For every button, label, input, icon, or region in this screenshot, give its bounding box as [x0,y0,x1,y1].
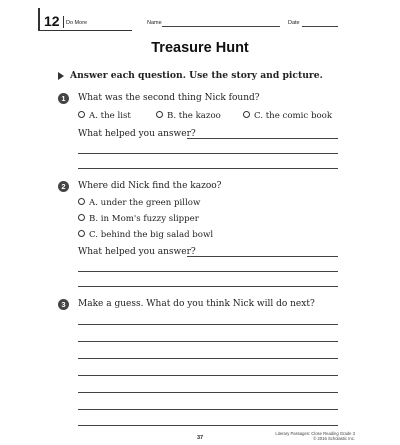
footer-credit [250,431,355,441]
radio-circle-icon[interactable] [78,214,85,221]
helped-answer-label: What helped you answer? [78,247,196,257]
page-title: Treasure Hunt [151,40,249,56]
footer-page-number: 37 [196,435,204,441]
footer-copyright-line: © 2016 Scholastic Inc. [313,436,355,441]
footer-credit-line: Literary Passages: Close Reading Grade 3 [275,431,355,436]
header-bottom-rule [38,30,132,31]
radio-circle-icon[interactable] [78,198,85,205]
date-field-line[interactable] [302,26,338,27]
question-text: What was the second thing Nick found? [78,93,260,103]
answer-line[interactable] [78,341,338,342]
answer-line[interactable] [78,324,338,325]
answer-line[interactable] [78,425,338,426]
answer-option[interactable]: C. behind the big salad bowl [78,230,213,240]
question-number-badge: 1 [58,93,69,104]
answer-option[interactable]: A. under the green pillow [78,198,200,208]
instructions-text: Answer each question. Use the story and picture. [70,70,323,81]
answer-line[interactable] [187,256,338,257]
answer-line[interactable] [78,286,338,287]
answer-option[interactable]: B. in Mom's fuzzy slipper [78,214,199,224]
question-text: Where did Nick find the kazoo? [78,181,222,191]
answer-line[interactable] [78,153,338,154]
radio-circle-icon[interactable] [78,230,85,237]
answer-option[interactable]: A. the list [78,111,131,121]
question-number-badge: 2 [58,181,69,192]
answer-line[interactable] [187,138,338,139]
answer-line[interactable] [78,168,338,169]
section-label: Do More [66,20,88,26]
answer-line[interactable] [78,271,338,272]
header-left-rule [38,8,40,30]
answer-line[interactable] [78,358,338,359]
instructions [58,70,323,81]
radio-circle-icon[interactable] [243,111,250,118]
radio-circle-icon[interactable] [156,111,163,118]
answer-line[interactable] [78,392,338,393]
answer-option[interactable]: B. the kazoo [156,111,221,121]
answer-option[interactable]: C. the comic book [243,111,332,121]
name-label: Name [147,20,162,26]
radio-circle-icon[interactable] [78,111,85,118]
page-number: 12 [44,13,60,29]
question-text: Make a guess. What do you think Nick will do next? [78,299,315,309]
question-number-badge: 3 [58,299,69,310]
header-divider [63,16,64,28]
arrow-icon [58,72,64,80]
date-label: Date [288,20,300,26]
answer-line[interactable] [78,409,338,410]
answer-line[interactable] [78,375,338,376]
name-field-line[interactable] [162,26,280,27]
helped-answer-label: What helped you answer? [78,129,196,139]
